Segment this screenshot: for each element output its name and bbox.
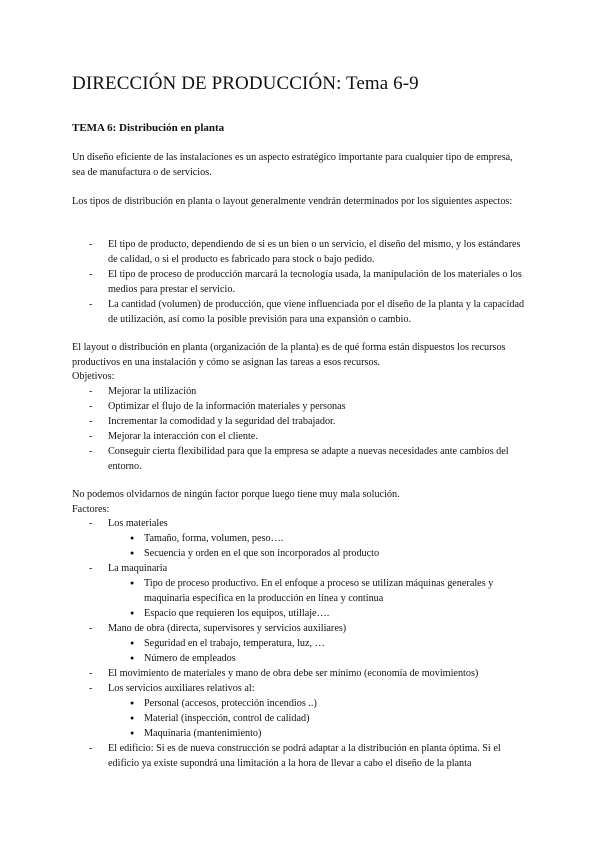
list-item: - Optimizar el flujo de la información materiales y personas bbox=[72, 399, 528, 414]
list-item: - Mejorar la interacción con el cliente. bbox=[72, 429, 528, 444]
objectives-label: Objetivos: bbox=[72, 371, 115, 382]
list-item: - Conseguir cierta flexibilidad para que la empresa se adapte a nuevas necesidades ante cambios del entorno. bbox=[72, 444, 528, 474]
sublist-item: ● Espacio que requieren los equipos, utillaje…. bbox=[108, 606, 528, 621]
factors-intro-paragraph: No podemos olvidarnos de ningún factor porque luego tiene muy mala solución. bbox=[72, 489, 400, 500]
factor-edificio bbox=[72, 741, 528, 771]
factor-servicios bbox=[72, 681, 528, 741]
factors-list bbox=[72, 516, 528, 771]
sublist-item: ● Material (inspección, control de calidad) bbox=[108, 711, 528, 726]
factor-materiales bbox=[72, 516, 528, 561]
factor-mano-obra bbox=[72, 621, 528, 666]
list-item: - Mejorar la utilización bbox=[72, 384, 528, 399]
layout-definition-paragraph: El layout o distribución en planta (organización de la planta) es de qué forma están dispuestos los recursos productivos en una instalación y cómo se asignan las tareas a esos recursos. bbox=[72, 342, 506, 368]
section-heading: TEMA 6: Distribución en planta bbox=[72, 122, 225, 134]
factor-label: La maquinaria bbox=[108, 563, 168, 574]
sublist-item: ● Secuencia y orden en el que son incorporados al producto bbox=[108, 546, 528, 561]
factor-label: El movimiento de materiales y mano de obra debe ser mínimo (economía de movimientos) bbox=[108, 668, 479, 679]
list-item: - La cantidad (volumen) de producción, que viene influenciada por el diseño de la planta y la capacidad de utilización, así como la posible previsión para una expansión o cambio. bbox=[72, 297, 528, 327]
document-title: DIRECCIÓN DE PRODUCCIÓN: Tema 6-9 bbox=[72, 73, 419, 94]
list-item: - El tipo de producto, dependiendo de si es un bien o un servicio, el diseño del mismo, y los estándares de calidad, o si el producto es fabricado para stock o bajo pedido. bbox=[72, 237, 528, 267]
sublist-item: ● Personal (accesos, protección incendios ..) bbox=[108, 696, 528, 711]
factor-movimiento bbox=[72, 666, 528, 681]
factors-label: Factores: bbox=[72, 504, 110, 515]
sublist-item: ● Seguridad en el trabajo, temperatura, luz, … bbox=[108, 636, 528, 651]
types-intro-paragraph: Los tipos de distribución en planta o layout generalmente vendrán determinados por los siguientes aspectos: bbox=[72, 196, 513, 207]
materiales-sublist bbox=[108, 531, 528, 561]
sublist-item: ● Tamaño, forma, volumen, peso…. bbox=[108, 531, 528, 546]
sublist-item: ● Tipo de proceso productivo. En el enfoque a proceso se utilizan máquinas generales y maquinaria específica en la producción en línea y continua bbox=[108, 576, 528, 606]
servicios-sublist bbox=[108, 696, 528, 741]
sublist-item: ● Maquinaria (mantenimiento) bbox=[108, 726, 528, 741]
mano-obra-sublist bbox=[108, 636, 528, 666]
list-item: - Incrementar la comodidad y la seguridad del trabajador. bbox=[72, 414, 528, 429]
factor-maquinaria bbox=[72, 561, 528, 621]
factor-label: Mano de obra (directa, supervisores y servicios auxiliares) bbox=[108, 623, 347, 634]
objectives-list bbox=[72, 384, 528, 474]
list-item: - El tipo de proceso de producción marcará la tecnología usada, la manipulación de los materiales o los medios para prestar el servicio. bbox=[72, 267, 528, 297]
factor-label: Los materiales bbox=[108, 518, 168, 529]
intro-paragraph: Un diseño eficiente de las instalaciones es un aspecto estratégico importante para cualquier tipo de empresa, sea de manufactura o de servicios. bbox=[72, 152, 513, 178]
aspects-list bbox=[72, 237, 528, 327]
sublist-item: ● Número de empleados bbox=[108, 651, 528, 666]
factor-label: Los servicios auxiliares relativos al: bbox=[108, 683, 255, 694]
factor-label: El edificio: Si es de nueva construcción se podrá adaptar a la distribución en planta óptima. Si el edificio ya existe supondrá una limitación a la hora de llevar a cabo el diseño de la planta bbox=[108, 743, 501, 769]
maquinaria-sublist bbox=[108, 576, 528, 621]
